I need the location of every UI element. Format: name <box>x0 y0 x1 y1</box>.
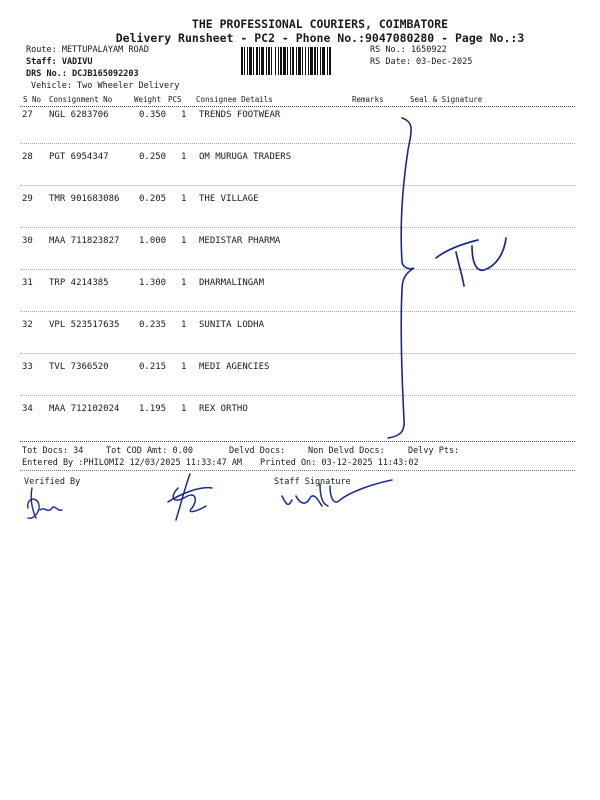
runsheet-title: Delivery Runsheet - PC2 - Phone No.:9047080280 - Page No.:3 <box>115 31 525 45</box>
row-weight: 0.205 <box>139 194 167 204</box>
col-consignment: Consignment No <box>49 95 113 104</box>
drs-number: DRS No.: DCJB165092203 <box>26 69 139 79</box>
row-consignee: MEDISTAR PHARMA <box>199 236 281 246</box>
row-pcs: 1 <box>181 236 187 246</box>
col-sno: S No <box>23 95 42 104</box>
row-consignee: MEDI AGENCIES <box>199 362 270 372</box>
verified-by-label: Verified By <box>24 477 81 487</box>
row-weight: 1.000 <box>139 236 167 246</box>
row-consignee: REX ORTHO <box>199 404 248 414</box>
row-consignee: SUNITA LODHA <box>199 320 265 330</box>
row-consignment-no: MAA 712102024 <box>49 404 120 414</box>
col-seal-signature: Seal & Signature <box>410 95 483 104</box>
row-consignee: DHARMALINGAM <box>199 278 265 288</box>
col-remarks: Remarks <box>352 95 384 104</box>
total-docs: Tot Docs: 34 <box>22 446 84 456</box>
center-signature <box>168 474 212 520</box>
row-consignee: THE VILLAGE <box>199 194 259 204</box>
row-weight: 1.300 <box>139 278 167 288</box>
brace-mark <box>388 118 414 438</box>
non-delivered-docs: Non Delvd Docs: <box>308 446 385 456</box>
row-sno: 31 <box>22 278 33 288</box>
row-sno: 28 <box>22 152 33 162</box>
row-sno: 29 <box>22 194 33 204</box>
delivered-docs: Delvd Docs: <box>229 446 286 456</box>
row-consignment-no: VPL 523517635 <box>49 320 120 330</box>
route-label: Route: METTUPALAYAM ROAD <box>26 45 149 55</box>
row-sno: 34 <box>22 404 33 414</box>
row-consignment-no: PGT 6954347 <box>49 152 109 162</box>
row-weight: 0.250 <box>139 152 167 162</box>
entered-by: Entered By :PHILOMI2 12/03/2025 11:33:47 AM <box>22 458 243 468</box>
handwritten-remark <box>436 238 506 286</box>
row-consignee: OM MURUGA TRADERS <box>199 152 292 162</box>
row-pcs: 1 <box>181 278 187 288</box>
row-weight: 0.350 <box>139 110 167 120</box>
row-pcs: 1 <box>181 320 187 330</box>
row-pcs: 1 <box>181 110 187 120</box>
row-consignment-no: TRP 4214385 <box>49 278 109 288</box>
row-pcs: 1 <box>181 362 187 372</box>
row-weight: 1.195 <box>139 404 167 414</box>
verified-signature <box>28 488 62 518</box>
row-weight: 0.215 <box>139 362 167 372</box>
staff-label: Staff: VADIVU <box>26 57 93 67</box>
row-sno: 27 <box>22 110 33 120</box>
row-consignment-no: MAA 711823827 <box>49 236 120 246</box>
col-pcs: PCS <box>168 95 182 104</box>
row-pcs: 1 <box>181 404 187 414</box>
row-consignee: TRENDS FOOTWEAR <box>199 110 281 120</box>
col-consignee: Consignee Details <box>196 95 273 104</box>
row-consignment-no: NGL 6283706 <box>49 110 109 120</box>
delivery-points: Delvy Pts: <box>408 446 460 456</box>
rs-number: RS No.: 1650922 <box>370 45 447 55</box>
row-consignment-no: TVL 7366520 <box>49 362 109 372</box>
row-sno: 33 <box>22 362 33 372</box>
staff-signature-label: Staff Signature <box>274 477 351 487</box>
col-weight: Weight <box>134 95 162 104</box>
printed-on: Printed On: 03-12-2025 11:43:02 <box>260 458 419 468</box>
vehicle-label: Vehicle: Two Wheeler Delivery <box>31 81 180 91</box>
row-consignment-no: TMR 901683086 <box>49 194 120 204</box>
row-pcs: 1 <box>181 194 187 204</box>
rs-date: RS Date: 03-Dec-2025 <box>370 57 473 67</box>
staff-signature <box>282 480 392 506</box>
company-name: THE PROFESSIONAL COURIERS, COIMBATORE <box>191 17 449 31</box>
row-sno: 30 <box>22 236 33 246</box>
row-pcs: 1 <box>181 152 187 162</box>
row-sno: 32 <box>22 320 33 330</box>
row-weight: 0.235 <box>139 320 167 330</box>
total-cod: Tot COD Amt: 0.00 <box>106 446 193 456</box>
